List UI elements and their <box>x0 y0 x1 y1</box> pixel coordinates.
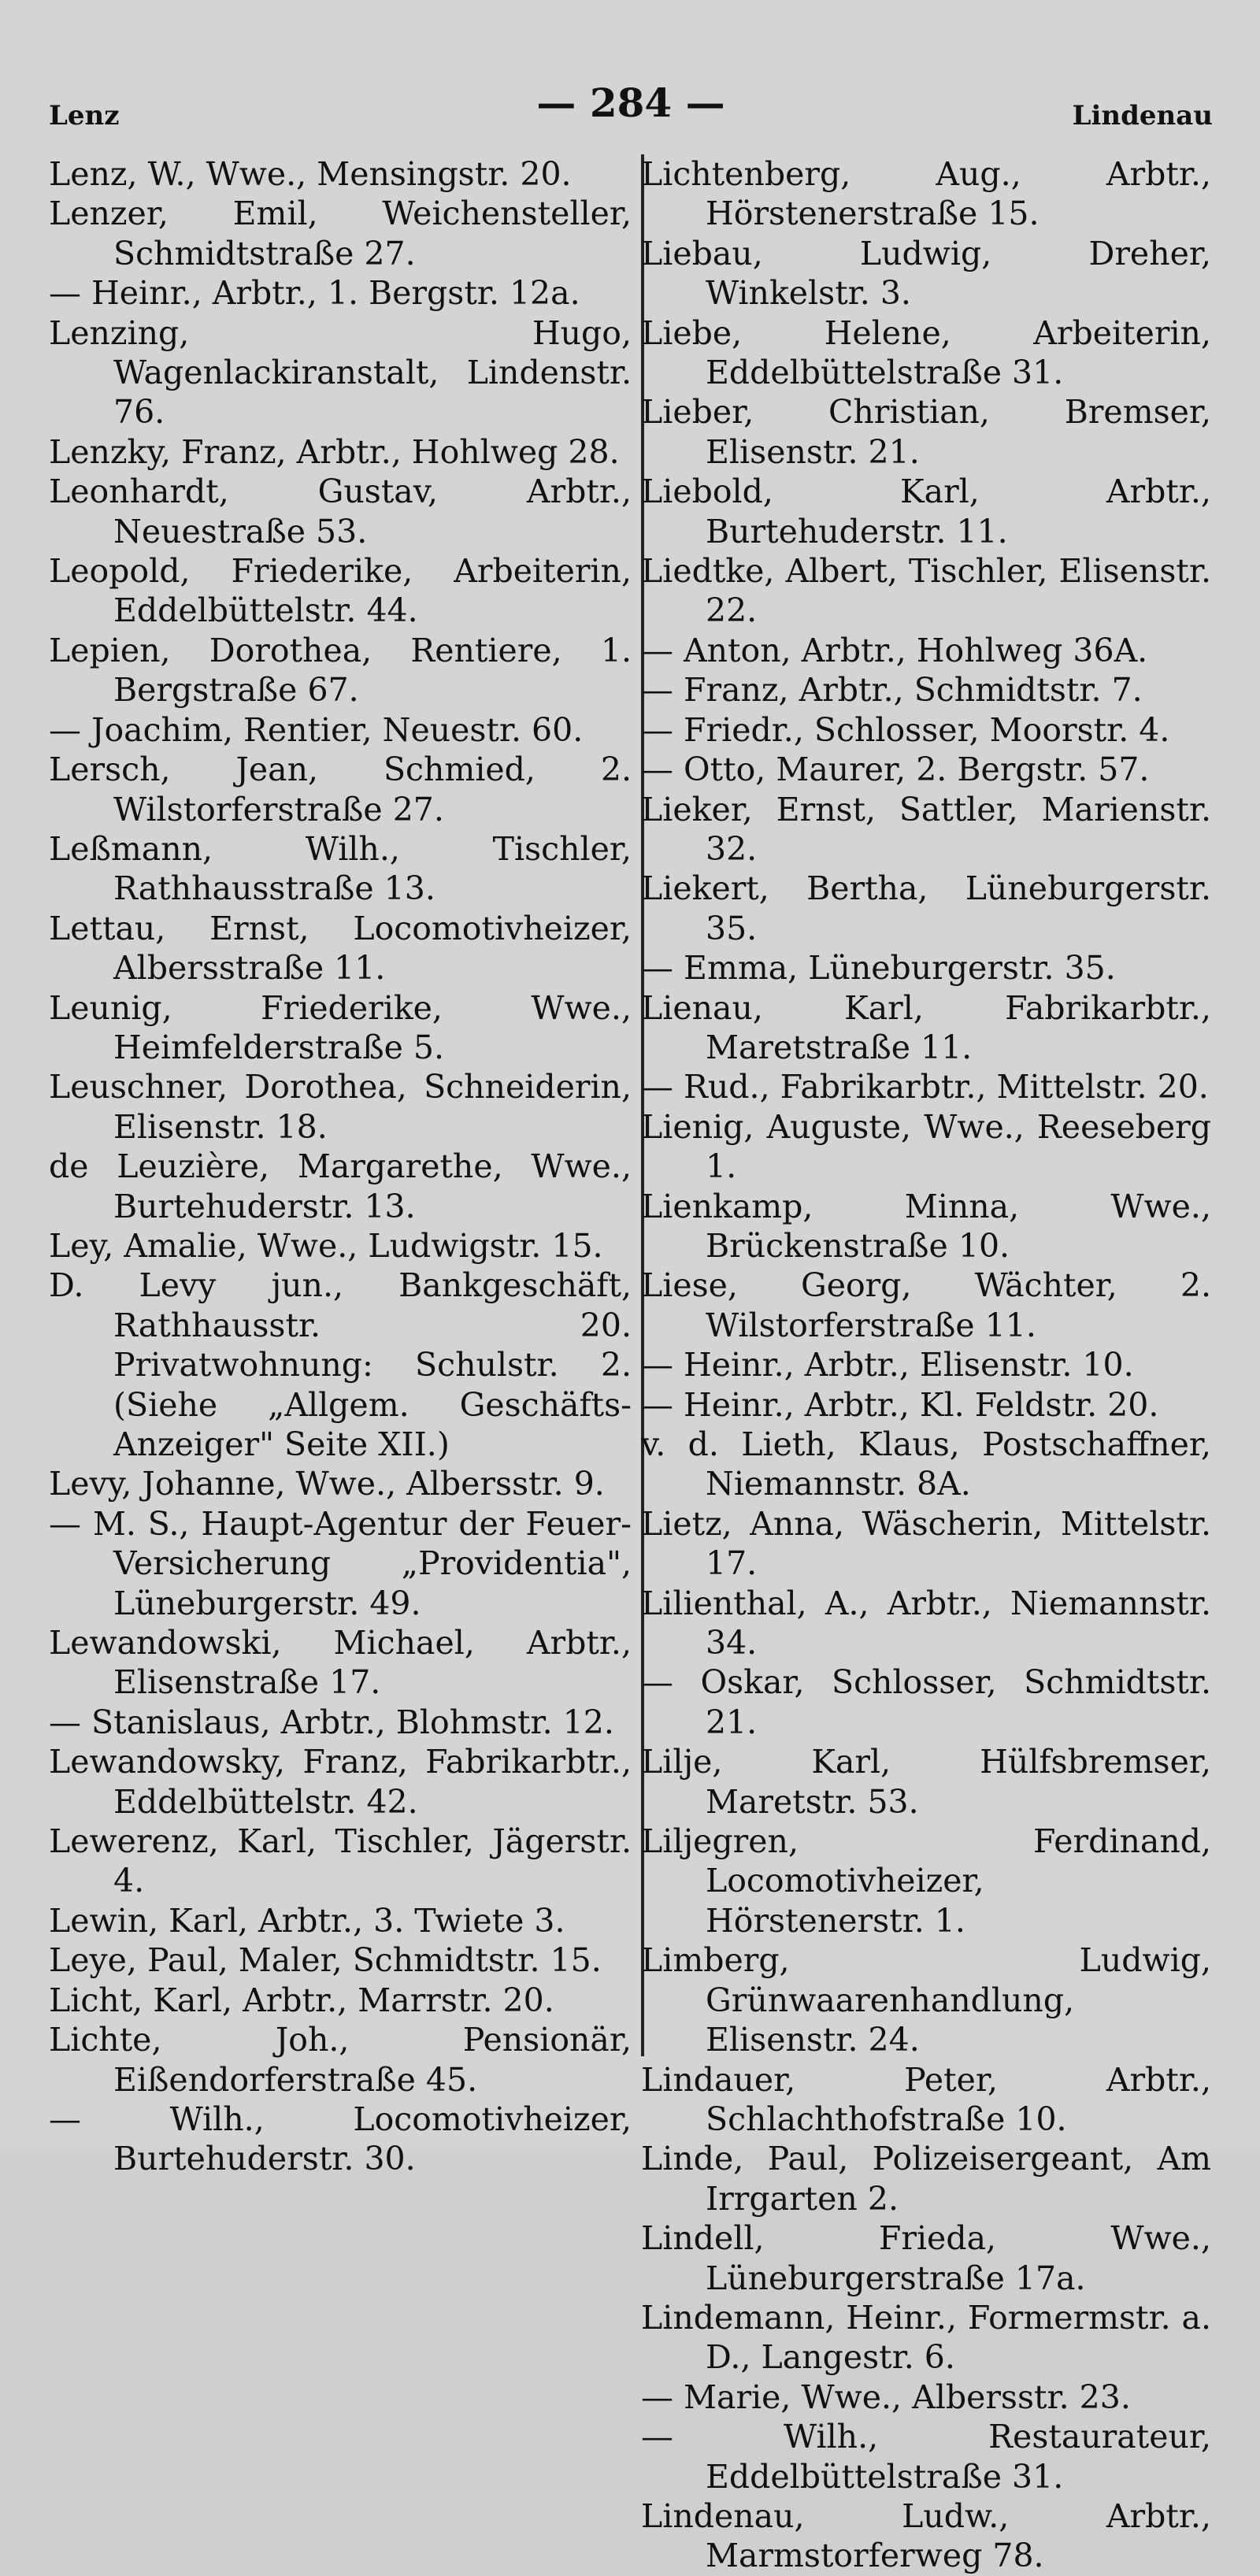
directory-entry: Lindauer, Peter, Arbtr., Schlachthofstraße 10. <box>641 2060 1211 2138</box>
directory-entry: Licht, Karl, Arbtr., Marrstr. 20. <box>49 1981 554 2019</box>
directory-entry: Limberg, Ludwig, Grünwaarenhandlung, Elisenstr. 24. <box>641 1941 1211 2059</box>
directory-entry: Liebe, Helene, Arbeiterin, Eddelbüttelstraße 31. <box>641 313 1211 392</box>
directory-entry: — Heinr., Arbtr., 1. Bergstr. 12a. <box>49 274 580 313</box>
directory-entry: Lilje, Karl, Hülfsbremser, Maretstr. 53. <box>641 1743 1211 1821</box>
directory-entry: Liedtke, Albert, Tischler, Elisenstr. 22. <box>641 552 1211 630</box>
header-right-catchword: Lindenau <box>1072 100 1213 132</box>
directory-entry: — Joachim, Rentier, Neuestr. 60. <box>49 710 584 749</box>
directory-entry: Lersch, Jean, Schmied, 2. Wilstorferstraße 27. <box>49 751 632 828</box>
directory-entry: — Heinr., Arbtr., Kl. Feldstr. 20. <box>641 1385 1159 1424</box>
directory-entry: Lenz, W., Wwe., Mensingstr. 20. <box>49 155 572 193</box>
directory-entry: — Wilh., Locomotivheizer, Burtehuderstr. 30. <box>49 2100 632 2178</box>
directory-entry: Leonhardt, Gustav, Arbtr., Neuestraße 53. <box>49 473 632 550</box>
directory-entry: Lettau, Ernst, Locomotivheizer, Albersstraße 11. <box>49 909 632 988</box>
directory-entry: Leye, Paul, Maler, Schmidtstr. 15. <box>49 1941 602 1980</box>
directory-entry: Linde, Paul, Polizeisergeant, Am Irrgarten 2. <box>641 2140 1211 2218</box>
directory-entry: Lietz, Anna, Wäscherin, Mittelstr. 17. <box>641 1504 1211 1583</box>
directory-entry: Lindemann, Heinr., Formermstr. a. D., Langestr. 6. <box>641 2298 1211 2377</box>
directory-entry: Lewerenz, Karl, Tischler, Jägerstr. 4. <box>49 1822 632 1900</box>
directory-entry: Lepien, Dorothea, Rentiere, 1. Bergstraße 67. <box>49 631 632 710</box>
directory-entry: — Heinr., Arbtr., Elisenstr. 10. <box>641 1346 1134 1384</box>
directory-entry: Lichtenberg, Aug., Arbtr., Hörstenerstraße 15. <box>641 155 1211 233</box>
directory-entry: — Marie, Wwe., Albersstr. 23. <box>641 2378 1131 2416</box>
directory-entry: Lewandowsky, Franz, Fabrikarbtr., Eddelbüttelstr. 42. <box>49 1743 632 1821</box>
directory-entry: Lindenau, Ludw., Arbtr., Marmstorferweg 78. <box>641 2496 1211 2575</box>
directory-entry: Lieker, Ernst, Sattler, Marienstr. 32. <box>641 790 1211 868</box>
directory-entry: Lienkamp, Minna, Wwe., Brückenstraße 10. <box>641 1187 1211 1265</box>
directory-entry: Lienig, Auguste, Wwe., Reeseberg 1. <box>641 1107 1211 1186</box>
directory-entry: — Wilh., Restaurateur, Eddelbüttelstraße 31. <box>641 2418 1211 2496</box>
directory-entry: Liebau, Ludwig, Dreher, Winkelstr. 3. <box>641 234 1211 313</box>
directory-entry: Levy, Johanne, Wwe., Albersstr. 9. <box>49 1465 605 1503</box>
left-column <box>49 154 632 2179</box>
header-left-catchword: Lenz <box>49 100 120 132</box>
directory-entry: — M. S., Haupt-Agentur der Feuer-Versicherung „Providentia", Lüneburgerstr. 49. <box>49 1504 632 1622</box>
directory-entry: Lieber, Christian, Bremser, Elisenstr. 21. <box>641 393 1211 471</box>
page-header <box>49 75 1213 132</box>
directory-entry: Leßmann, Wilh., Tischler, Rathhausstraße 13. <box>49 829 632 908</box>
directory-entry: v. d. Lieth, Klaus, Postschaffner, Niemannstr. 8A. <box>641 1425 1211 1503</box>
directory-entry: — Franz, Arbtr., Schmidtstr. 7. <box>641 671 1143 710</box>
directory-entry: — Rud., Fabrikarbtr., Mittelstr. 20. <box>641 1068 1209 1106</box>
directory-entry: Lewandowski, Michael, Arbtr., Elisenstraße 17. <box>49 1624 632 1702</box>
directory-entry: Leunig, Friederike, Wwe., Heimfelderstraße 5. <box>49 988 632 1066</box>
directory-entry: — Friedr., Schlosser, Moorstr. 4. <box>641 710 1170 749</box>
directory-entry: Lilienthal, A., Arbtr., Niemannstr. 34. <box>641 1584 1211 1662</box>
directory-entry: Lichte, Joh., Pensionär, Eißendorferstraße 45. <box>49 2021 632 2099</box>
directory-entry: — Emma, Lüneburgerstr. 35. <box>641 949 1116 988</box>
directory-entry: Lienau, Karl, Fabrikarbtr., Maretstraße 11. <box>641 988 1211 1066</box>
directory-entry: Lenzer, Emil, Weichensteller, Schmidtstraße 27. <box>49 195 632 272</box>
directory-entry: — Anton, Arbtr., Hohlweg 36A. <box>641 631 1148 669</box>
directory-entry: Lewin, Karl, Arbtr., 3. Twiete 3. <box>49 1901 565 1940</box>
directory-entry: Lenzing, Hugo, Wagenlackiranstalt, Lindenstr. 76. <box>49 313 632 432</box>
directory-entry: Liljegren, Ferdinand, Locomotivheizer, Hörstenerstr. 1. <box>641 1822 1211 1940</box>
directory-entry: Leopold, Friederike, Arbeiterin, Eddelbüttelstr. 44. <box>49 552 632 630</box>
directory-entry: de Leuzière, Margarethe, Wwe., Burtehuderstr. 13. <box>49 1147 632 1225</box>
directory-entry: Ley, Amalie, Wwe., Ludwigstr. 15. <box>49 1226 603 1265</box>
directory-entry: Liebold, Karl, Arbtr., Burtehuderstr. 11. <box>641 473 1211 550</box>
directory-entry: Lindell, Frieda, Wwe., Lüneburgerstraße 17a. <box>641 2219 1211 2297</box>
directory-entry: — Stanislaus, Arbtr., Blohmstr. 12. <box>49 1703 614 1741</box>
directory-entry: D. Levy jun., Bankgeschäft, Rathhausstr. 20. Privatwohnung: Schulstr. 2. (Siehe „Allgem. Geschäfts-Anzeiger" Seite XII.) <box>49 1266 632 1463</box>
directory-entry: — Oskar, Schlosser, Schmidtstr. 21. <box>641 1663 1211 1741</box>
page-number: — 284 — <box>536 80 725 126</box>
directory-entry: Liekert, Bertha, Lüneburgerstr. 35. <box>641 869 1211 947</box>
directory-entry: — Otto, Maurer, 2. Bergstr. 57. <box>641 751 1150 789</box>
directory-entry: Liese, Georg, Wächter, 2. Wilstorferstraße 11. <box>641 1266 1211 1344</box>
directory-entry: Leuschner, Dorothea, Schneiderin, Elisenstr. 18. <box>49 1068 632 1146</box>
directory-entry: Lenzky, Franz, Arbtr., Hohlweg 28. <box>49 432 620 471</box>
right-column <box>630 154 1211 2576</box>
